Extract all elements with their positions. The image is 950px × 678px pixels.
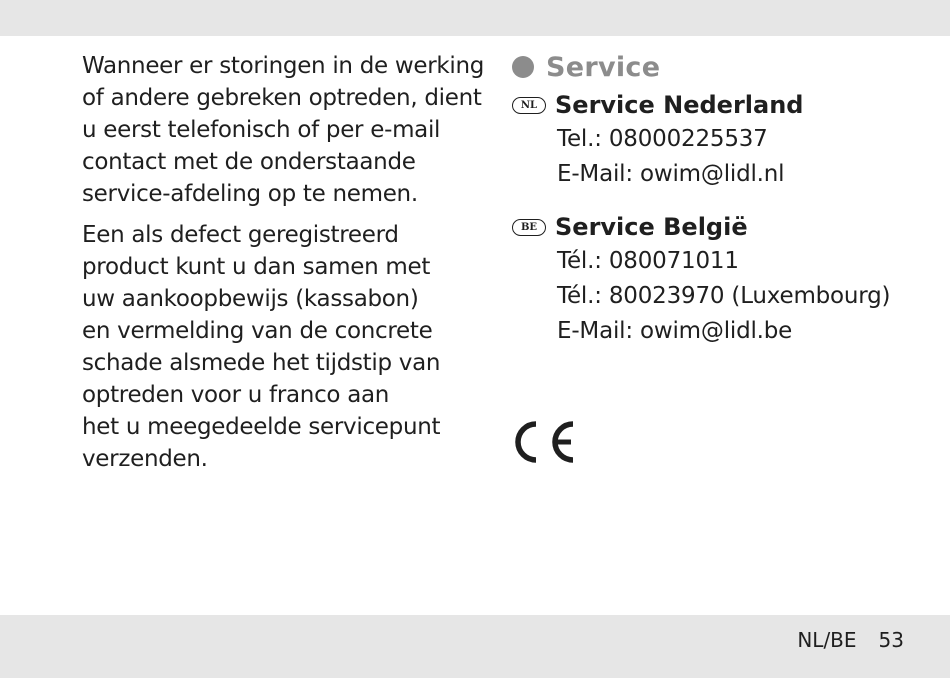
text-line: het u meegedeelde servicepunt xyxy=(82,414,441,440)
email-address: E-Mail: owim@lidl.be xyxy=(557,318,793,344)
country-heading xyxy=(512,88,942,122)
service-heading xyxy=(512,50,942,84)
text-line: Een als defect geregistreerd xyxy=(82,222,399,248)
email-address: E-Mail: owim@lidl.nl xyxy=(557,161,785,187)
text-line: product kunt u dan samen met xyxy=(82,254,431,280)
section-title: Service xyxy=(546,51,661,83)
page-footer xyxy=(797,627,904,653)
country-title: Service Nederland xyxy=(555,91,804,119)
ce-mark-icon xyxy=(510,418,578,466)
left-column xyxy=(82,50,485,484)
country-title: Service België xyxy=(555,213,748,241)
text-line: schade alsmede het tijdstip van xyxy=(82,350,441,376)
text-line: verzenden. xyxy=(82,446,208,472)
service-nederland xyxy=(512,88,942,192)
bullet-dot-icon xyxy=(512,56,534,78)
phone-number: Tel.: 08000225537 xyxy=(557,126,768,152)
country-heading xyxy=(512,210,942,244)
phone-number: Tél.: 080071011 xyxy=(557,248,739,274)
text-line: service-afdeling op te nemen. xyxy=(82,181,418,207)
text-line: en vermelding van de concrete xyxy=(82,318,433,344)
phone-number-luxembourg: Tél.: 80023970 (Luxembourg) xyxy=(557,283,891,309)
language-label: NL/BE xyxy=(797,628,857,652)
service-belgie xyxy=(512,210,942,349)
text-line: u eerst telefonisch of per e-mail xyxy=(82,117,441,143)
page-number: 53 xyxy=(878,628,904,652)
service-section xyxy=(512,50,942,349)
text-line: optreden voor u franco aan xyxy=(82,382,390,408)
country-badge-nl-icon: NL xyxy=(512,97,546,114)
text-line: Wanneer er storingen in de werking xyxy=(82,53,485,79)
top-band xyxy=(0,0,950,36)
country-badge-be-icon: BE xyxy=(512,219,546,236)
defect-paragraph xyxy=(82,219,482,475)
text-line: uw aankoopbewijs (kassabon) xyxy=(82,286,419,312)
text-line: contact met de onderstaande xyxy=(82,149,416,175)
storing-paragraph xyxy=(82,50,485,210)
text-line: of andere gebreken optreden, dient xyxy=(82,85,482,111)
